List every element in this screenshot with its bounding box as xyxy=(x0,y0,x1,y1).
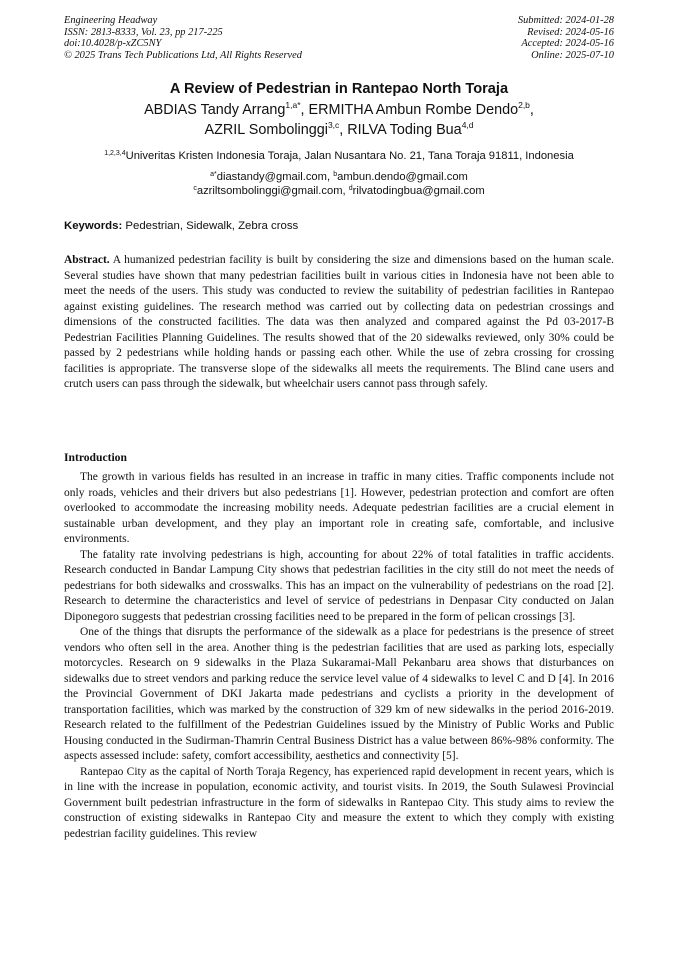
affiliation xyxy=(64,149,614,163)
keywords-text: Pedestrian, Sidewalk, Zebra cross xyxy=(122,220,299,232)
email-line-2 xyxy=(64,185,614,199)
keywords xyxy=(64,219,614,233)
affiliation-text: Univeritas Kristen Indonesia Toraja, Jalan Nusantara No. 21, Tana Toraja 91811, Indonesia xyxy=(125,150,574,162)
paragraph: The growth in various fields has resulted in an increase in traffic in many cities. Traffic components include not only roads, vehicles and their drivers but also pedestrians [1]. However, pedestrian protection and comfort are often overlooked to accommodate the increasing mobility needs. Adequate pedestrian facilities are a crucial element in sustainable urban development, and they play an important role in creating safe, comfortable, and inclusive environments. xyxy=(64,471,614,545)
online-date: Online: 2025-07-10 xyxy=(531,49,614,61)
journal-name: Engineering Headway xyxy=(64,15,158,26)
author-sup: 4,d xyxy=(461,120,474,130)
journal-copyright: © 2025 Trans Tech Publications Ltd, All Rights Reserved xyxy=(64,49,302,61)
author-list xyxy=(64,100,614,140)
email-link[interactable]: azriltsombolinggi@gmail.com, xyxy=(196,184,349,197)
abstract-text: A humanized pedestrian facility is built by considering the size and dimensions based on the human scale. Several studies have shown that many pedestrian facilities built in various cities in Indonesia have not been able to meet the needs of the users. This study was conducted to review the suitability of pedestrian facilities in Rantepao against existing guidelines. The research method was carried out by collecting data on pedestrian crossings and dimensions of the constructed facilities. The data was then analyzed and compared against the Pd 03-2017-B Pedestrian Facilities Planning Guidelines. The results showed that of the 20 sidewalks reviewed, only 30% could be passed by 2 pedestrians while holding hands or passing each other. While the use of zebra crossing for crossing facilities is appropriate. The transverse slope of the sidewalks all meets the requirements. The Blind cane users and crutch users can pass through the sidewalk, but wheelchair users cannot pass through safely. xyxy=(64,254,614,390)
author-name: RILVA Toding Bua xyxy=(347,122,462,138)
introduction-body xyxy=(64,470,614,842)
author-sup: 2,b xyxy=(518,100,530,110)
journal-issn: ISSN: 2813-8333, Vol. 23, pp 217-225 xyxy=(64,26,223,38)
keywords-label: Keywords: xyxy=(64,220,123,232)
email-link[interactable]: rilvatodingbua@gmail.com xyxy=(352,184,485,197)
journal-doi: doi:10.4028/p-xZC5NY xyxy=(64,38,162,50)
author-separator: , xyxy=(339,122,348,138)
author-sup: 1,a* xyxy=(285,100,301,110)
submitted-date: Submitted: 2024-01-28 xyxy=(517,15,614,26)
email-link[interactable]: diastandy@gmail.com, xyxy=(216,171,334,183)
email-sup: c xyxy=(193,184,197,192)
author-name: ABDIAS Tandy Arrang xyxy=(144,102,286,118)
journal-header-right xyxy=(518,15,614,61)
paragraph: One of the things that disrupts the performance of the sidewalk as a place for pedestrians is the presence of street vendors who often sell in the area. Another thing is the pedestrian facilities that are used as parking lots, especially motorcycles. Research on 9 sidewalks in the Plaza Sukaramai-Mall Pekanbaru area shows that disturbances on sidewalks due to street vendors and parking reduce the service level value of 4 sidewalks to level C and D [4]. In 2016 the Provincial Government of DKI Jakarta made pedestrians and cyclists a priority in the development of transportation facilities, which was marked by the construction of 329 km of new sidewalks in the period 2016-2019. Research related to the fulfillment of the Pedestrian Guidelines issued by the Ministry of Public Works and Public Housing conducted in the Sudirman-Thamrin Central Business District has a value between 86%-98% conformity. The aspects assessed include: safety, comfort accessibility, aesthetics and connectivity [5]. xyxy=(64,626,614,762)
author-separator: , xyxy=(300,102,309,118)
journal-header-left xyxy=(64,15,302,61)
revised-date: Revised: 2024-05-16 xyxy=(527,26,614,38)
email-line-1 xyxy=(64,171,614,185)
author-line-2 xyxy=(64,120,614,140)
email-sup: b xyxy=(333,171,338,178)
author-name: ERMITHA Ambun Rombe Dendo xyxy=(308,102,519,118)
email-sup: d xyxy=(348,184,353,192)
paper-title: A Review of Pedestrian in Rantepao North Toraja xyxy=(169,81,509,97)
affiliation-sup: 1,2,3,4 xyxy=(104,150,126,157)
paragraph: The fatality rate involving pedestrians is high, accounting for about 22% of total fatalities in traffic accidents. Research conducted in Bandar Lampung City shows that pedestrian facilities in the city still do not meet the needs of pedestrians for both sidewalks and crosswalks. This has an impact on the vulnerability of pedestrians on the road [2]. Research to determine the characteristics and level of service of pedestrians in Denpasar City conducted on Jalan Diponegoro suggests that pedestrian crossing facilities need to be prepared in the form of pelican crossings [3]. xyxy=(64,548,614,623)
author-name: AZRIL Sombolinggi xyxy=(204,122,328,138)
accepted-date: Accepted: 2024-05-16 xyxy=(521,38,614,50)
email-sup: a* xyxy=(210,171,217,178)
section-heading-introduction: Introduction xyxy=(64,451,127,464)
author-line-1 xyxy=(64,100,614,120)
email-link[interactable]: ambun.dendo@gmail.com xyxy=(337,171,468,183)
author-sup: 3,c xyxy=(327,120,340,130)
paragraph: Rantepao City as the capital of North Toraja Regency, has experienced rapid development in recent years, which is in line with the increase in population, economic activity, and tourist visits. In 2019, the South Sulawesi Provincial Government built pedestrian infrastructure in the form of sidewalks in Rantepao City. This study aims to review the construction of existing sidewalks in Rantepao City and measure the extent to which they comply with existing pedestrian facility guidelines. This review xyxy=(64,765,614,840)
abstract-label: Abstract. xyxy=(64,254,110,266)
author-emails xyxy=(64,171,614,198)
author-separator: , xyxy=(529,102,534,118)
abstract xyxy=(64,253,614,393)
